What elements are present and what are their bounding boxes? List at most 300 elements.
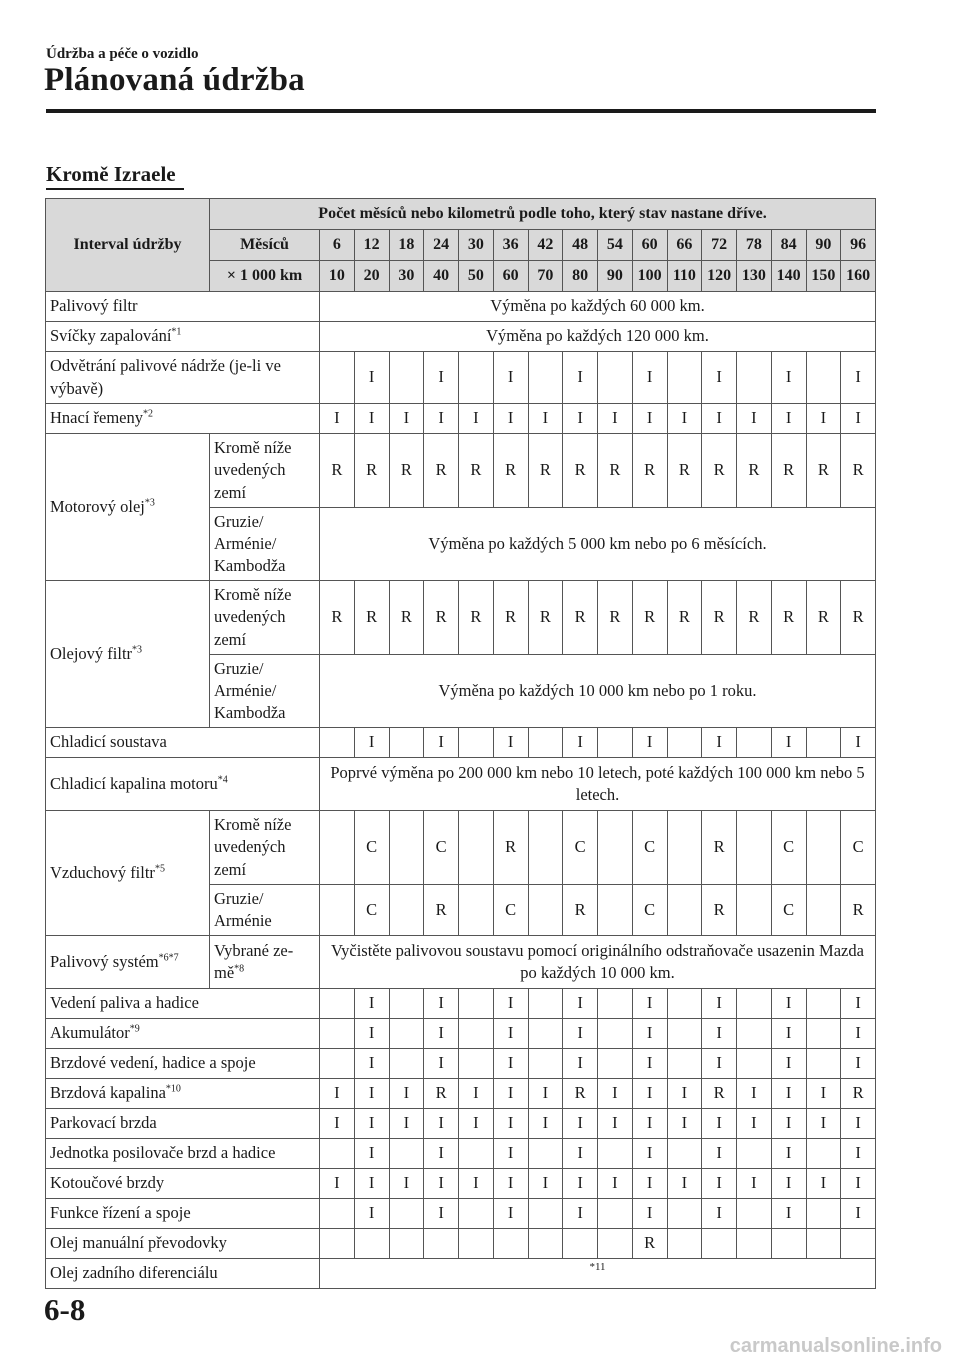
schedule-cell: I: [563, 404, 598, 434]
section-heading: Kromě Izraele: [46, 162, 176, 186]
row-label-fuel-lines: Vedení paliva a hadice: [46, 989, 320, 1019]
schedule-cell: [459, 728, 494, 758]
schedule-cell: [667, 1019, 702, 1049]
schedule-cell: [389, 352, 424, 404]
schedule-cell: I: [632, 404, 667, 434]
schedule-cell: [806, 728, 841, 758]
schedule-cell: [737, 728, 772, 758]
schedule-cell: I: [806, 1079, 841, 1109]
schedule-cell: R: [841, 434, 876, 508]
schedule-cell: I: [493, 1049, 528, 1079]
interval-header: Interval údržby: [46, 199, 210, 292]
schedule-cell: [563, 1229, 598, 1259]
months-cell: 96: [841, 230, 876, 261]
schedule-cell: I: [563, 1139, 598, 1169]
coolant-note: Poprvé výměna po 200 000 km nebo 10 letech, poté každých 100 000 km nebo 5 letech.: [320, 758, 876, 811]
schedule-cell: [320, 885, 355, 936]
schedule-cell: [806, 1229, 841, 1259]
schedule-cell: I: [424, 1139, 459, 1169]
km-cell: 60: [493, 261, 528, 292]
row-label-air-filter: Vzduchový filtr$^{*5}$: [46, 811, 210, 936]
page-title: Plánovaná údržba: [44, 62, 305, 98]
schedule-cell: [528, 728, 563, 758]
row-label-booster: Jednotka posilovače brzd a hadice: [46, 1139, 320, 1169]
schedule-cell: I: [771, 1109, 806, 1139]
schedule-cell: I: [563, 989, 598, 1019]
engine-oil-note: Výměna po každých 5 000 km nebo po 6 měsících.: [320, 508, 876, 581]
page-number: 6-8: [44, 1292, 86, 1327]
schedule-cell: I: [493, 1139, 528, 1169]
schedule-cell: R: [563, 434, 598, 508]
schedule-cell: I: [771, 1199, 806, 1229]
schedule-cell: I: [806, 1169, 841, 1199]
schedule-cell: [841, 1229, 876, 1259]
schedule-cell: [528, 989, 563, 1019]
schedule-cell: [528, 1229, 563, 1259]
schedule-cell: I: [563, 1199, 598, 1229]
schedule-cell: I: [632, 1019, 667, 1049]
schedule-cell: I: [389, 1079, 424, 1109]
schedule-cell: R: [702, 885, 737, 936]
schedule-cell: [320, 1049, 355, 1079]
schedule-cell: I: [632, 728, 667, 758]
schedule-cell: I: [632, 1109, 667, 1139]
schedule-cell: C: [771, 811, 806, 885]
schedule-cell: I: [493, 1199, 528, 1229]
schedule-cell: I: [771, 728, 806, 758]
schedule-cell: R: [528, 434, 563, 508]
schedule-cell: R: [389, 581, 424, 655]
schedule-cell: [667, 352, 702, 404]
schedule-cell: I: [702, 404, 737, 434]
schedule-cell: I: [806, 1109, 841, 1139]
schedule-cell: [528, 885, 563, 936]
schedule-cell: [424, 1229, 459, 1259]
schedule-cell: R: [563, 581, 598, 655]
schedule-cell: I: [702, 1019, 737, 1049]
schedule-cell: [389, 1229, 424, 1259]
schedule-cell: C: [563, 811, 598, 885]
air-filter-sub-countries: Gruzie/ Arménie: [210, 885, 320, 936]
km-cell: 130: [737, 261, 772, 292]
schedule-cell: I: [424, 404, 459, 434]
schedule-cell: [598, 1049, 633, 1079]
schedule-cell: I: [354, 352, 389, 404]
schedule-cell: R: [667, 581, 702, 655]
schedule-cell: I: [493, 1169, 528, 1199]
schedule-cell: R: [632, 1229, 667, 1259]
schedule-cell: I: [354, 1199, 389, 1229]
schedule-cell: C: [632, 811, 667, 885]
schedule-cell: I: [771, 989, 806, 1019]
schedule-cell: I: [389, 1109, 424, 1139]
schedule-cell: I: [424, 352, 459, 404]
schedule-cell: R: [320, 581, 355, 655]
schedule-cell: I: [632, 1079, 667, 1109]
months-cell: 18: [389, 230, 424, 261]
km-cell: 110: [667, 261, 702, 292]
engine-oil-sub-other: Kromě níže uvedených zemí: [210, 434, 320, 508]
schedule-cell: [667, 1139, 702, 1169]
schedule-cell: I: [841, 1109, 876, 1139]
km-cell: 40: [424, 261, 459, 292]
schedule-cell: [806, 1019, 841, 1049]
schedule-cell: I: [424, 1199, 459, 1229]
schedule-cell: I: [459, 1079, 494, 1109]
schedule-cell: I: [459, 1169, 494, 1199]
schedule-cell: R: [806, 434, 841, 508]
schedule-cell: I: [632, 989, 667, 1019]
schedule-cell: I: [737, 1109, 772, 1139]
schedule-cell: C: [354, 811, 389, 885]
schedule-cell: [389, 885, 424, 936]
schedule-cell: I: [424, 989, 459, 1019]
km-cell: 10: [320, 261, 355, 292]
schedule-cell: R: [737, 434, 772, 508]
schedule-cell: R: [667, 434, 702, 508]
schedule-cell: R: [702, 811, 737, 885]
schedule-cell: [459, 1019, 494, 1049]
spark-plugs-note: Výměna po každých 120 000 km.: [320, 322, 876, 352]
schedule-cell: I: [598, 1169, 633, 1199]
schedule-cell: I: [702, 1169, 737, 1199]
schedule-cell: I: [702, 1139, 737, 1169]
schedule-cell: [598, 885, 633, 936]
km-cell: 120: [702, 261, 737, 292]
schedule-cell: R: [493, 581, 528, 655]
schedule-cell: I: [528, 1109, 563, 1139]
rear-diff-note: *11: [320, 1259, 876, 1289]
schedule-cell: I: [702, 989, 737, 1019]
schedule-cell: [667, 989, 702, 1019]
schedule-cell: C: [424, 811, 459, 885]
schedule-cell: I: [667, 1109, 702, 1139]
schedule-cell: I: [320, 1079, 355, 1109]
schedule-cell: [737, 1019, 772, 1049]
row-label-belts: Hnací řemeny$^{*2}$: [46, 404, 320, 434]
months-cell: 42: [528, 230, 563, 261]
schedule-cell: [459, 989, 494, 1019]
km-cell: 90: [598, 261, 633, 292]
schedule-cell: I: [598, 404, 633, 434]
schedule-cell: [598, 989, 633, 1019]
schedule-cell: R: [806, 581, 841, 655]
schedule-cell: [389, 1019, 424, 1049]
months-cell: 78: [737, 230, 772, 261]
schedule-cell: [667, 811, 702, 885]
schedule-cell: [667, 1229, 702, 1259]
schedule-cell: [667, 728, 702, 758]
schedule-cell: [667, 885, 702, 936]
schedule-cell: [389, 811, 424, 885]
schedule-cell: [354, 1229, 389, 1259]
maintenance-schedule-table: [45, 198, 876, 1289]
schedule-cell: I: [841, 1049, 876, 1079]
schedule-cell: I: [737, 1079, 772, 1109]
months-cell: 54: [598, 230, 633, 261]
schedule-cell: I: [771, 404, 806, 434]
schedule-cell: I: [702, 728, 737, 758]
schedule-cell: R: [424, 434, 459, 508]
row-label-disc-brakes: Kotoučové brzdy: [46, 1169, 320, 1199]
oil-filter-note: Výměna po každých 10 000 km nebo po 1 roku.: [320, 655, 876, 728]
schedule-cell: R: [841, 885, 876, 936]
schedule-cell: I: [632, 1169, 667, 1199]
schedule-cell: I: [493, 1019, 528, 1049]
row-label-rear-diff: Olej zadního diferenciálu: [46, 1259, 320, 1289]
schedule-cell: I: [771, 1049, 806, 1079]
engine-oil-sub-countries: Gruzie/ Arménie/ Kambodža: [210, 508, 320, 581]
schedule-cell: I: [354, 1139, 389, 1169]
oil-filter-sub-other: Kromě níže uvedených zemí: [210, 581, 320, 655]
schedule-cell: [806, 1199, 841, 1229]
schedule-cell: C: [493, 885, 528, 936]
section-underline: [46, 188, 184, 190]
schedule-cell: I: [563, 1049, 598, 1079]
row-label-steering: Funkce řízení a spoje: [46, 1199, 320, 1229]
months-cell: 84: [771, 230, 806, 261]
schedule-cell: I: [632, 1139, 667, 1169]
schedule-cell: I: [667, 404, 702, 434]
schedule-cell: I: [354, 1169, 389, 1199]
schedule-cell: R: [563, 1079, 598, 1109]
schedule-cell: [806, 1139, 841, 1169]
row-label-tank-vent: Odvětrání palivové nádrže (je-li ve výbavě): [46, 352, 320, 404]
schedule-cell: I: [737, 404, 772, 434]
schedule-cell: [459, 1139, 494, 1169]
months-cell: 30: [459, 230, 494, 261]
schedule-cell: I: [493, 1079, 528, 1109]
schedule-cell: I: [354, 1109, 389, 1139]
row-label-spark-plugs: Svíčky zapalování$^{*1}$: [46, 322, 320, 352]
schedule-cell: R: [354, 434, 389, 508]
row-label-fuel-filter: Palivový filtr: [46, 292, 320, 322]
km-cell: 70: [528, 261, 563, 292]
schedule-cell: R: [424, 1079, 459, 1109]
months-cell: 48: [563, 230, 598, 261]
schedule-cell: R: [702, 1079, 737, 1109]
schedule-cell: I: [771, 1169, 806, 1199]
km-cell: 30: [389, 261, 424, 292]
schedule-cell: [737, 1229, 772, 1259]
schedule-cell: [737, 1139, 772, 1169]
schedule-cell: R: [493, 434, 528, 508]
schedule-cell: [598, 1199, 633, 1229]
schedule-cell: I: [528, 1169, 563, 1199]
schedule-cell: I: [320, 404, 355, 434]
schedule-cell: [737, 811, 772, 885]
schedule-cell: [528, 352, 563, 404]
schedule-cell: [320, 1019, 355, 1049]
row-label-manual-trans: Olej manuální převodovky: [46, 1229, 320, 1259]
schedule-cell: [667, 1199, 702, 1229]
schedule-cell: I: [563, 728, 598, 758]
schedule-cell: C: [354, 885, 389, 936]
schedule-cell: R: [459, 581, 494, 655]
schedule-cell: I: [737, 1169, 772, 1199]
schedule-cell: [806, 885, 841, 936]
months-label: Měsíců: [210, 230, 320, 261]
schedule-cell: R: [354, 581, 389, 655]
schedule-cell: [320, 352, 355, 404]
months-cell: 6: [320, 230, 355, 261]
schedule-cell: [737, 1199, 772, 1229]
schedule-cell: I: [771, 1079, 806, 1109]
row-label-coolant: Chladicí kapalina motoru$^{*4}$: [46, 758, 320, 811]
km-label: × 1 000 km: [210, 261, 320, 292]
schedule-cell: I: [841, 989, 876, 1019]
schedule-cell: [806, 811, 841, 885]
row-label-engine-oil: Motorový olej$^{*3}$: [46, 434, 210, 581]
schedule-cell: [459, 1049, 494, 1079]
schedule-cell: I: [354, 404, 389, 434]
schedule-cell: [598, 728, 633, 758]
km-cell: 20: [354, 261, 389, 292]
schedule-cell: I: [493, 352, 528, 404]
schedule-cell: I: [702, 1049, 737, 1079]
schedule-cell: R: [632, 434, 667, 508]
schedule-cell: [528, 811, 563, 885]
schedule-cell: I: [354, 989, 389, 1019]
schedule-cell: I: [841, 1199, 876, 1229]
schedule-cell: C: [771, 885, 806, 936]
schedule-cell: R: [771, 434, 806, 508]
schedule-cell: [806, 989, 841, 1019]
schedule-cell: [320, 989, 355, 1019]
schedule-cell: I: [771, 352, 806, 404]
schedule-cell: I: [493, 989, 528, 1019]
schedule-cell: I: [771, 1139, 806, 1169]
schedule-cell: I: [667, 1169, 702, 1199]
row-label-fuel-system: Palivový systém$^{*6*7}$: [46, 936, 210, 989]
schedule-cell: [667, 1049, 702, 1079]
months-cell: 90: [806, 230, 841, 261]
schedule-cell: R: [424, 885, 459, 936]
schedule-cell: [320, 728, 355, 758]
schedule-cell: [528, 1199, 563, 1229]
schedule-cell: C: [632, 885, 667, 936]
months-cell: 24: [424, 230, 459, 261]
schedule-cell: I: [424, 1049, 459, 1079]
schedule-cell: I: [424, 728, 459, 758]
schedule-cell: [459, 1229, 494, 1259]
schedule-cell: I: [528, 404, 563, 434]
schedule-cell: [459, 1199, 494, 1229]
months-cell: 12: [354, 230, 389, 261]
oil-filter-sub-countries: Gruzie/ Arménie/ Kambodža: [210, 655, 320, 728]
schedule-cell: [737, 1049, 772, 1079]
schedule-cell: R: [563, 885, 598, 936]
schedule-cell: I: [667, 1079, 702, 1109]
schedule-cell: I: [563, 1169, 598, 1199]
km-cell: 50: [459, 261, 494, 292]
row-label-cooling: Chladicí soustava: [46, 728, 320, 758]
schedule-cell: I: [563, 1019, 598, 1049]
row-label-brake-lines: Brzdové vedení, hadice a spoje: [46, 1049, 320, 1079]
schedule-cell: I: [493, 404, 528, 434]
row-label-battery: Akumulátor$^{*9}$: [46, 1019, 320, 1049]
schedule-cell: [528, 1139, 563, 1169]
schedule-cell: [320, 1199, 355, 1229]
schedule-cell: I: [459, 404, 494, 434]
schedule-cell: I: [632, 1199, 667, 1229]
schedule-cell: I: [841, 404, 876, 434]
schedule-cell: R: [493, 811, 528, 885]
schedule-cell: I: [632, 352, 667, 404]
schedule-cell: I: [354, 728, 389, 758]
km-cell: 140: [771, 261, 806, 292]
km-cell: 160: [841, 261, 876, 292]
row-label-parking-brake: Parkovací brzda: [46, 1109, 320, 1139]
schedule-cell: I: [493, 1109, 528, 1139]
schedule-cell: R: [737, 581, 772, 655]
fuel-system-note: Vyčistěte palivovou soustavu pomocí originálního odstraňovače usazenin Mazda po každých 10 000 km.: [320, 936, 876, 989]
schedule-cell: R: [528, 581, 563, 655]
schedule-cell: [459, 352, 494, 404]
months-cell: 66: [667, 230, 702, 261]
schedule-cell: [320, 811, 355, 885]
schedule-cell: I: [841, 352, 876, 404]
schedule-cell: R: [702, 581, 737, 655]
schedule-cell: I: [598, 1109, 633, 1139]
schedule-cell: [459, 885, 494, 936]
schedule-cell: [737, 352, 772, 404]
schedule-cell: I: [424, 1169, 459, 1199]
title-rule: [46, 109, 876, 113]
schedule-cell: [598, 811, 633, 885]
schedule-cell: I: [841, 1139, 876, 1169]
km-cell: 150: [806, 261, 841, 292]
schedule-cell: R: [320, 434, 355, 508]
schedule-cell: [320, 1139, 355, 1169]
schedule-cell: I: [354, 1079, 389, 1109]
schedule-cell: I: [459, 1109, 494, 1139]
schedule-cell: I: [702, 1109, 737, 1139]
schedule-cell: I: [320, 1169, 355, 1199]
schedule-cell: I: [841, 728, 876, 758]
schedule-cell: [389, 1139, 424, 1169]
schedule-cell: I: [632, 1049, 667, 1079]
schedule-cell: I: [354, 1019, 389, 1049]
km-cell: 100: [632, 261, 667, 292]
schedule-cell: I: [771, 1019, 806, 1049]
schedule-cell: [528, 1049, 563, 1079]
schedule-cell: R: [771, 581, 806, 655]
months-cell: 60: [632, 230, 667, 261]
schedule-cell: I: [841, 1169, 876, 1199]
schedule-cell: [459, 811, 494, 885]
schedule-cell: [389, 728, 424, 758]
row-label-brake-fluid: Brzdová kapalina$^{*10}$: [46, 1079, 320, 1109]
schedule-cell: [598, 1019, 633, 1049]
schedule-cell: [389, 989, 424, 1019]
schedule-cell: [528, 1019, 563, 1049]
schedule-cell: R: [841, 581, 876, 655]
counter-header: Počet měsíců nebo kilometrů podle toho, který stav nastane dříve.: [210, 199, 876, 230]
schedule-cell: [598, 352, 633, 404]
schedule-cell: I: [389, 1169, 424, 1199]
schedule-cell: I: [598, 1079, 633, 1109]
schedule-cell: [320, 1229, 355, 1259]
schedule-cell: I: [320, 1109, 355, 1139]
schedule-cell: I: [563, 1109, 598, 1139]
schedule-cell: [806, 1049, 841, 1079]
schedule-cell: I: [424, 1109, 459, 1139]
schedule-cell: R: [459, 434, 494, 508]
fuel-filter-note: Výměna po každých 60 000 km.: [320, 292, 876, 322]
months-cell: 72: [702, 230, 737, 261]
schedule-cell: I: [841, 1019, 876, 1049]
